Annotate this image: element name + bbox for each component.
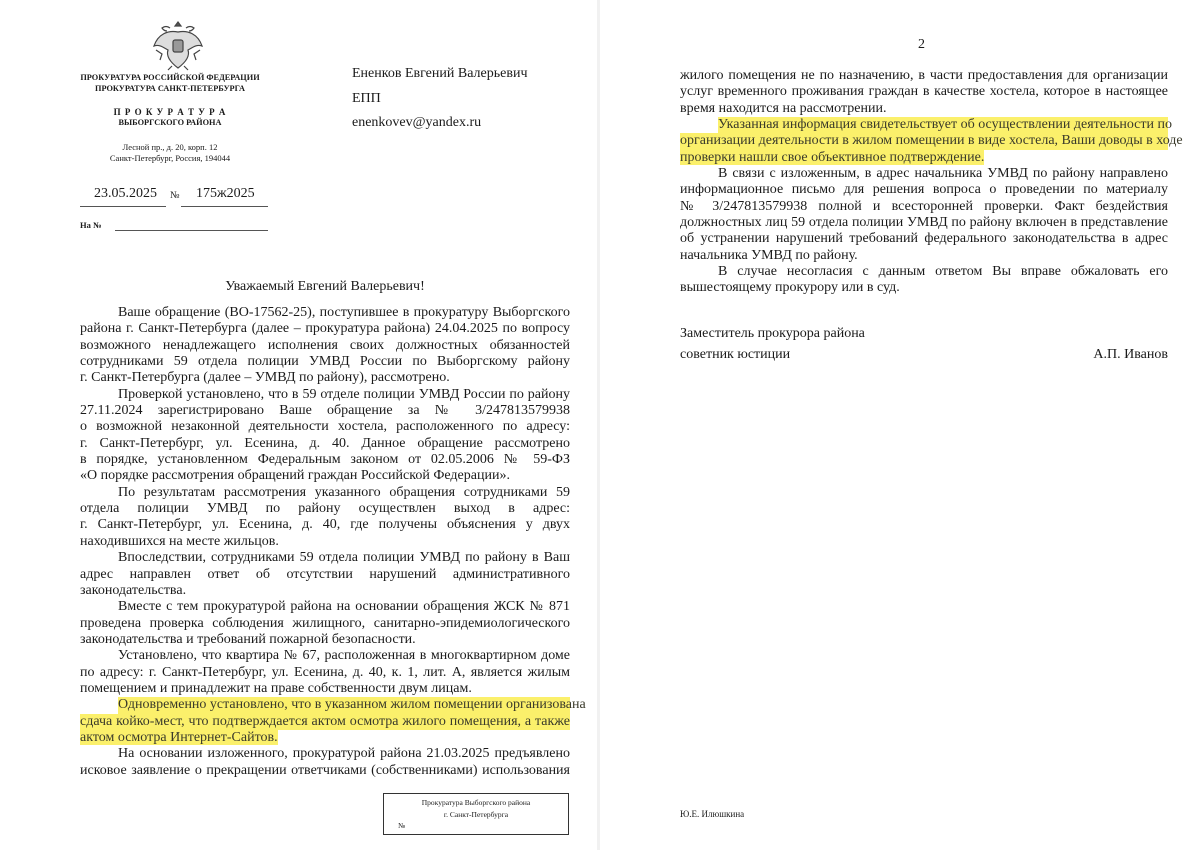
line-text: На основании изложенного, прокуратурой района 21.03.2025 предъявлено — [118, 746, 570, 762]
text-line — [80, 305, 570, 321]
text-line — [80, 681, 570, 697]
text-line — [80, 501, 570, 517]
text-line — [680, 133, 1183, 149]
text-line — [80, 632, 570, 648]
line-text: Установлено, что квартира № 67, расположенная в многоквартирном доме — [118, 648, 570, 664]
page-number: 2 — [918, 37, 925, 52]
paragraph — [80, 697, 586, 746]
registration-stamp — [383, 793, 569, 835]
text-line — [680, 264, 1168, 280]
text-line — [680, 248, 1168, 264]
text-line — [80, 599, 570, 615]
paragraph — [80, 305, 570, 387]
line-text: г. Санкт-Петербурга (далее – УМВД по району), рассмотрено. — [80, 370, 450, 386]
line-text: проведена проверка соблюдения жилищного, санитарно-эпидемиологического — [80, 615, 570, 631]
text-line — [80, 746, 570, 762]
header-line-3: П Р О К У Р А Т У Р А — [113, 107, 227, 117]
text-line — [80, 714, 570, 730]
signatory-rank: советник юстиции — [680, 347, 791, 362]
line-text: начальника УМВД по району. — [680, 247, 858, 263]
address-line-1: Лесной пр., д. 20, корп. 12 — [122, 142, 218, 152]
paragraph — [80, 485, 570, 550]
text-line — [80, 436, 570, 452]
reply-to-underline — [115, 230, 268, 231]
text-line — [80, 616, 570, 632]
line-text: о возможной незаконной деятельности хостела, расположенного по адресу: — [80, 419, 570, 435]
stamp-line-1: Прокуратура Выборгского района — [421, 798, 531, 807]
line-text: об устранении нарушений требований федерального законодательства в адрес — [680, 231, 1168, 247]
text-line — [80, 730, 570, 746]
text-line — [80, 338, 570, 354]
line-text: сотрудниками 59 отдела полиции УМВД России по Выборгскому району — [80, 354, 570, 370]
text-line — [80, 387, 570, 403]
line-text: исковое заявление о прекращении ответчиками (собственниками) использования — [80, 762, 570, 778]
text-line — [680, 182, 1168, 198]
paragraph — [680, 166, 1168, 264]
header-line-2: ПРОКУРАТУРА САНКТ-ПЕТЕРБУРГА — [94, 84, 245, 93]
line-text: Ваше обращение (ВО-17562-25), поступившее в прокуратуру Выборгского — [118, 305, 570, 320]
highlighted-text: проверки нашли свое объективное подтверждение. — [680, 149, 985, 165]
line-text: в порядке, установленном Федеральным законом от 02.05.2006 № 59-ФЗ — [80, 452, 570, 468]
line-text: № 3/247813579938 полной и всесторонней проверки. Факт бездействия — [680, 198, 1168, 214]
greeting: Уважаемый Евгений Валерьевич! — [225, 279, 425, 294]
text-line — [80, 452, 570, 468]
line-text: В связи с изложенным, в адрес начальника УМВД по району направлено — [718, 166, 1168, 182]
text-line — [680, 150, 1168, 166]
line-text: законодательства и требований пожарной безопасности. — [80, 631, 416, 647]
text-line — [80, 763, 570, 779]
text-line — [80, 419, 570, 435]
line-text: 27.11.2024 зарегистрировано Ваше обращение за № 3/247813579938 — [80, 403, 570, 419]
executor-name: Ю.Е. Илюшкина — [680, 809, 745, 819]
line-text: района г. Санкт-Петербурга (далее – прокуратура района) 24.04.2025 по вопросу — [80, 321, 570, 337]
letter-body-page-1 — [80, 305, 586, 779]
page-2 — [600, 0, 1200, 850]
highlighted-text: организации деятельности в жилом помещении в виде хостела, Ваши доводы в ходе — [680, 133, 1183, 149]
line-text: г. Санкт-Петербург, ул. Есенина, д. 40. Данное обращение рассмотрено — [80, 435, 570, 451]
text-line — [80, 697, 586, 713]
line-text: должностных лиц 59 отдела полиции УМВД по району включен в представление — [680, 215, 1168, 231]
line-text: возможного ненадлежащего исполнения своих должностных обязанностей — [80, 337, 570, 353]
line-text: Вместе с тем прокуратурой района на основании обращения ЖСК № 871 — [118, 599, 570, 615]
line-text: находившихся на месте жильцов. — [80, 533, 279, 549]
line-text: время находится на рассмотрении. — [680, 100, 887, 116]
paragraph — [680, 264, 1168, 297]
signatory-position: Заместитель прокурора района — [680, 326, 865, 341]
text-line — [680, 199, 1168, 215]
signatory-name: А.П. Иванов — [1093, 347, 1168, 362]
text-line — [80, 321, 570, 337]
page-1 — [0, 0, 597, 850]
line-text: Впоследствии, сотрудниками 59 отдела полиции УМВД по району в Ваш — [118, 550, 570, 566]
highlighted-text: сдача койко-мест, что подтверждается актом осмотра жилого помещения, а также — [80, 713, 570, 729]
line-text: В случае несогласия с данным ответом Вы вправе обжаловать его — [718, 264, 1168, 280]
letter-body-page-2 — [680, 68, 1183, 297]
header-line-1: ПРОКУРАТУРА РОССИЙСКОЙ ФЕДЕРАЦИИ — [80, 73, 260, 82]
text-line — [80, 648, 570, 664]
line-text: вышестоящему прокурору или в суд. — [680, 280, 900, 296]
text-line — [80, 485, 570, 501]
text-line — [80, 583, 570, 599]
line-text: жилого помещения не по назначению, в части предоставления для организации — [680, 68, 1168, 83]
recipient-email: enenkovev@yandex.ru — [352, 115, 482, 130]
letter-date: 23.05.2025 — [94, 186, 157, 201]
paragraph — [80, 387, 570, 485]
paragraph — [80, 648, 570, 697]
line-text: помещением и принадлежит на праве собственности двум лицам. — [80, 680, 472, 696]
address-line-2: Санкт-Петербург, Россия, 194044 — [109, 153, 231, 163]
paragraph — [680, 68, 1168, 117]
reply-to-label: На № — [80, 220, 102, 230]
highlighted-text: актом осмотра Интернет-Сайтов. — [80, 729, 278, 745]
text-line — [80, 468, 570, 484]
paragraph — [80, 550, 570, 599]
line-text: услуг временного проживания граждан в качестве хостела, которое в настоящее — [680, 84, 1168, 100]
letter-number: 175ж2025 — [196, 186, 255, 201]
line-text: по адресу: г. Санкт-Петербург, ул. Есенина, д. 40, к. 1, лит. А, является жилым — [80, 664, 570, 680]
text-line — [80, 550, 570, 566]
text-line — [680, 101, 1168, 117]
highlighted-text: Указанная информация свидетельствует об осуществлении деятельности по — [718, 117, 1172, 133]
text-line — [80, 534, 570, 550]
text-line — [80, 665, 570, 681]
paragraph — [80, 746, 570, 779]
date-underline — [80, 206, 166, 207]
coat-of-arms-icon — [150, 18, 206, 72]
text-line — [80, 354, 570, 370]
text-line — [80, 517, 570, 533]
text-line — [680, 166, 1168, 182]
text-line — [80, 403, 570, 419]
text-line — [80, 567, 570, 583]
line-text: адрес направлен ответ об отсутствии нарушений административного — [80, 566, 570, 582]
line-text: г. Санкт-Петербург, ул. Есенина, д. 40, где получены объяснения у двух — [80, 517, 570, 533]
line-text: «О порядке рассмотрения обращений граждан Российской Федерации». — [80, 468, 510, 484]
number-sign: № — [170, 190, 180, 201]
paragraph — [80, 599, 570, 648]
line-text: По результатам рассмотрения указанного обращения сотрудниками 59 — [118, 484, 570, 500]
recipient-name: Ененков Евгений Валерьевич — [352, 66, 528, 81]
stamp-line-2: г. Санкт-Петербурга — [443, 810, 509, 819]
text-line — [680, 231, 1168, 247]
text-line — [680, 68, 1168, 84]
header-line-4: ВЫБОРГСКОГО РАЙОНА — [118, 118, 222, 127]
text-line — [680, 84, 1168, 100]
recipient-org: ЕПП — [352, 91, 381, 106]
number-underline — [181, 206, 268, 207]
highlighted-text: Одновременно установлено, что в указанном жилом помещении организована — [118, 697, 586, 713]
line-text: отдела полиции УМВД по району осуществлен выход в адрес: — [80, 501, 570, 517]
text-line — [680, 280, 1168, 296]
line-text: Проверкой установлено, что в 59 отделе полиции УМВД России по району — [118, 386, 570, 402]
stamp-number-sign: № — [398, 821, 406, 830]
paragraph — [680, 117, 1183, 166]
line-text: законодательства. — [80, 582, 187, 598]
text-line — [80, 370, 570, 386]
text-line — [680, 215, 1168, 231]
text-line — [680, 117, 1172, 133]
line-text: информационное письмо для решения вопроса о проведении по материалу — [680, 182, 1168, 198]
